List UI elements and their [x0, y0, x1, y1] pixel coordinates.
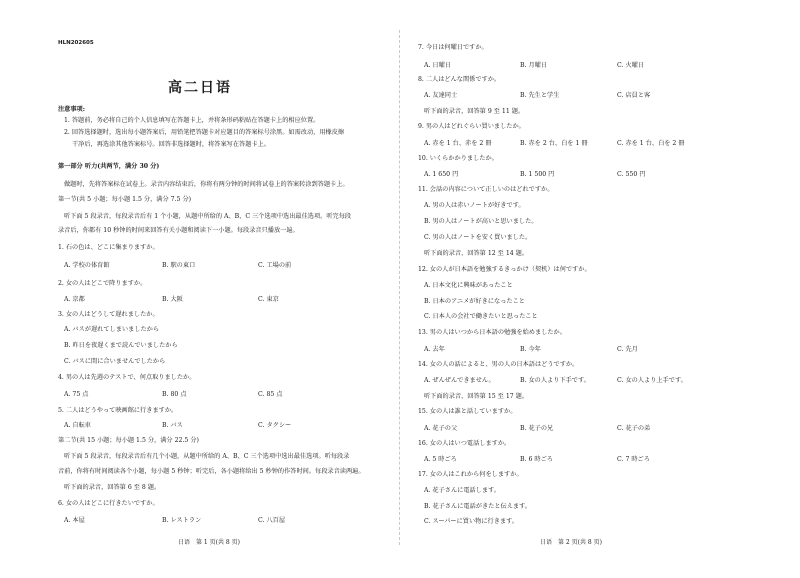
listen-instruction: 听下面的录音，回答第 9 至 11 题。: [424, 108, 525, 115]
option-a: A. 本屋: [64, 517, 85, 524]
listen-instruction: 听下面的录音，回答第 6 至 8 题。: [64, 484, 161, 491]
option-c: C. 85 点: [258, 391, 283, 398]
question: 11. 会話の内容について正しいのはどれですか。: [418, 186, 554, 193]
note-item: 干净后，再选涂其他答案标号。回答非选择题时，将答案写在答题卡上。: [72, 141, 270, 148]
section2-instruction: 听下面 5 段录音，每段录音后有几个小题，从题中所给的 A、B、C 三个选项中选出最佳选项。听每段录: [64, 453, 350, 460]
question: 15. 女の人は誰と話していますか。: [418, 408, 517, 415]
option-c: C. 八百屋: [258, 517, 286, 524]
option-c: C. タクシー: [258, 422, 292, 429]
question: 4. 男の人は先週のテストで、何点取りましたか。: [58, 374, 196, 381]
option-a: A. 花子さんに電話します。: [424, 487, 500, 494]
question: 17. 女の人はこれから何をしますか。: [418, 471, 523, 478]
option-b: B. 男の人はノートが高いと思いました。: [424, 218, 538, 225]
option-c: C. 店員と客: [617, 92, 651, 99]
option-c: C. 火曜日: [617, 62, 645, 69]
option-c: C. 花子の弟: [617, 425, 651, 432]
option-b: B. 花子の兄: [520, 425, 554, 432]
option-b: B. 女の人より下手です。: [520, 377, 590, 384]
part1-heading: 第一部分 听力(共两节，满分 30 分): [58, 163, 160, 170]
option-b: B. バス: [162, 422, 183, 429]
option-b: B. 先生と学生: [520, 92, 560, 99]
option-c: C. 工場の前: [258, 262, 292, 269]
question: 14. 女の人の話によると、男の人の日本語はどうですか。: [418, 361, 579, 368]
exam-code: HLN202605: [58, 40, 94, 46]
listen-instruction: 听下面的录音，回答第 15 至 17 题。: [424, 393, 529, 400]
option-a: A. 赤を 1 台、赤を 2 冊: [424, 140, 492, 147]
option-b: B. 1 500 円: [520, 171, 555, 178]
option-b: B. 大阪: [162, 296, 183, 303]
option-b: B. 6 時ごろ: [520, 456, 553, 463]
option-a: A. バスが遅れてしまいましたから: [64, 326, 160, 333]
option-c: C. 先月: [617, 346, 638, 353]
option-c: C. 女の人より上手です。: [617, 377, 687, 384]
question: 13. 男の人はいつから日本語の勉強を始めましたか。: [418, 329, 566, 336]
question: 7. 今日は何曜日ですか。: [418, 44, 488, 51]
option-b: B. 月曜日: [520, 62, 548, 69]
question: 9. 男の人はどれぐらい買いましたか。: [418, 123, 525, 130]
notes-heading: 注意事项:: [58, 106, 86, 113]
section1-instruction: 听下面 5 段录音，每段录音后有 1 个小题，从题中所给的 A、B、C 三个选项中选出最佳选项。听完每段: [64, 213, 352, 220]
question: 2. 女の人はどこで降りますか。: [58, 280, 147, 287]
part1-intro: 做题时，先将答案标在试卷上。录音内容结束后，你将有两分钟的时间将试卷上的答案转涂到答题卡上。: [64, 181, 349, 188]
note-item: 1. 答题前，务必将自己的个人信息填写在答题卡上，并将条形码粘贴在答题卡上的相应位置。: [64, 117, 320, 124]
option-c: C. バスに間に合いませんでしたから: [64, 358, 166, 365]
option-c: C. スーパーに買い物に行きます。: [424, 518, 518, 525]
option-b: B. 80 点: [162, 391, 187, 398]
question: 12. 女の人が日本語を勉強するきっかけ（契机）は何ですか。: [418, 266, 591, 273]
section2-heading: 第二节(共 15 小题；每小题 1.5 分，满分 22.5 分): [58, 437, 199, 444]
option-a: A. 75 点: [64, 391, 89, 398]
question: 6. 女の人はどこに行きたいですか。: [58, 500, 159, 507]
option-b: B. 今年: [520, 346, 541, 353]
option-c: C. 550 円: [617, 171, 646, 178]
section1-heading: 第一节(共 5 小题；每小题 1.5 分，满分 7.5 分): [58, 196, 192, 203]
option-a: A. 自転車: [64, 422, 91, 429]
option-a: A. 友達同士: [424, 92, 458, 99]
option-b: B. 駅の東口: [162, 262, 196, 269]
option-b: B. 花子さんに電話がきたと伝えます。: [424, 503, 531, 510]
option-a: A. 男の人は赤いノートが好きです。: [424, 202, 525, 209]
question: 16. 女の人はいつ電話しますか。: [418, 440, 511, 447]
option-b: B. レストラン: [162, 517, 202, 524]
option-a: A. 学校の体育館: [64, 262, 110, 269]
page-footer: 日语 第 2 页(共 8 页): [540, 539, 602, 546]
question: 5. 二人はどうやって映画館に行きますか。: [58, 407, 178, 414]
option-a: A. 花子の父: [424, 425, 458, 432]
option-c: C. 7 時ごろ: [617, 456, 650, 463]
section1-instruction: 录音后，你都有 10 秒钟的时间来回答有关小题和阅读下一小题。每段录音只播放一遍。: [58, 227, 299, 234]
option-a: A. ぜんぜんできません。: [424, 377, 495, 384]
section2-instruction: 音前，你将有时间阅读各个小题，每小题 5 秒钟；听完后，各小题将给出 5 秒钟的作答时间。每段录音读两遍。: [58, 468, 365, 475]
option-b: B. 日本のアニメが好きになったこと: [424, 298, 525, 305]
option-b: B. 昨日を夜遅くまで読んでいましたから: [64, 342, 178, 349]
right-page: [400, 0, 800, 578]
option-a: A. 1 650 円: [424, 171, 459, 178]
page-footer: 日语 第 1 页(共 8 页): [178, 539, 240, 546]
option-a: A. 京都: [64, 296, 85, 303]
option-c: C. 男の人はノートを安く買いました。: [424, 234, 532, 241]
option-a: A. 5 時ごろ: [424, 456, 457, 463]
option-a: A. 日本文化に興味があったこと: [424, 282, 513, 289]
option-b: B. 赤を 2 台、白を 1 冊: [520, 140, 588, 147]
option-a: A. 日曜日: [424, 62, 451, 69]
question: 8. 二人はどんな関係ですか。: [418, 76, 501, 83]
option-c: C. 日本人の会社で働きたいと思ったこと: [424, 313, 538, 320]
question: 3. 女の人はどうして遅れましたか。: [58, 311, 159, 318]
option-c: C. 赤を 1 台、白を 2 冊: [617, 140, 685, 147]
option-c: C. 東京: [258, 296, 279, 303]
listen-instruction: 听下面的录音，回答第 12 至 14 题。: [424, 250, 529, 257]
question: 10. いくらかかりましたか。: [418, 155, 498, 162]
page-title: 高二日语: [168, 80, 232, 96]
option-a: A. 去年: [424, 346, 445, 353]
question: 1. 石の色は、どこに集まりますか。: [58, 244, 159, 251]
note-item: 2. 回答选择题时，选出每小题答案后，用铅笔把答题卡对应题目的答案标号涂黑。如需改动，用橡皮擦: [64, 129, 345, 136]
